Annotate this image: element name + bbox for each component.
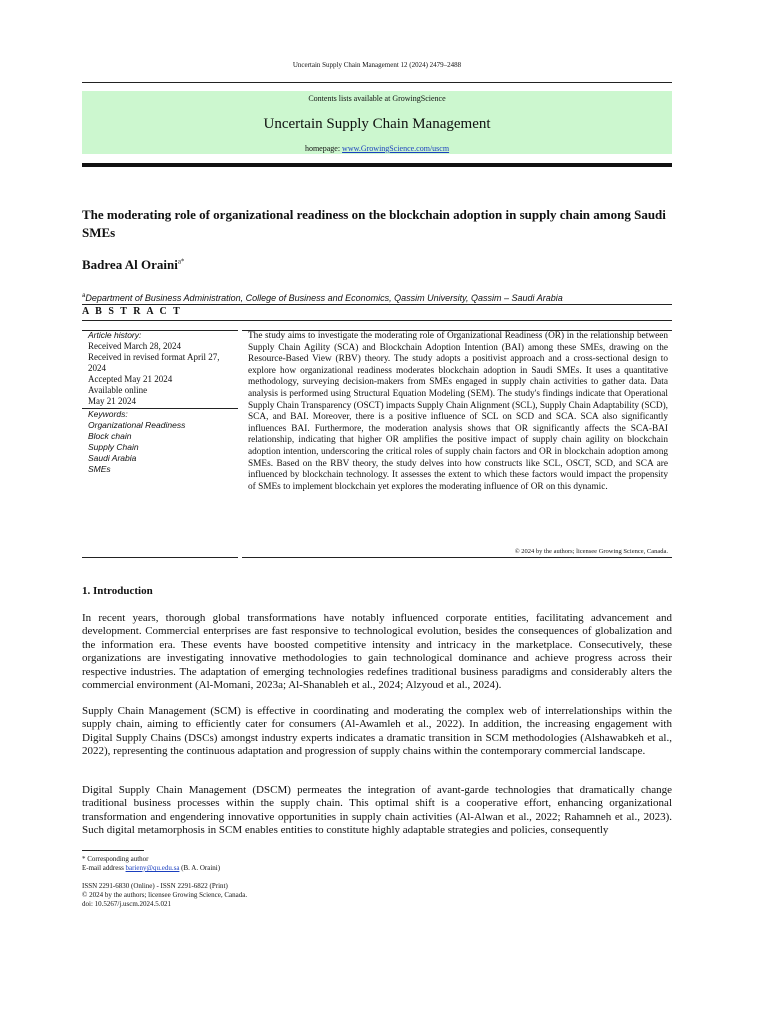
- affiliation: [82, 293, 563, 303]
- keyword: Organizational Readiness: [88, 420, 186, 430]
- abstract-text: The study aims to investigate the moderating role of Organizational Readiness (OR) in the relationship between Supply Chain Agility (SCA) and Blockchain Adoption Intention (BAI) among these SMEs, drawing on the Resource-Based View (RBV) theory. The study adopts a positivist approach and a cross-sectional design to explore how organizational readiness moderates blockchain adoption in Saudi SMEs. It uses a quantitative methodology, surveying decision-makers from SMEs engaged in supply chain activities to gather data. Data analysis is performed using Structural Equation Modeling (SEM). The study's findings indicate that Operational Supply Chain Transparency (OSCT) impacts Supply Chain Alignment (SCL), Supply Chain Adaptability (SCD), SCA, and BAI. Moreover, there is a positive influence of SCL on SCD and SCA. SCA also significantly influences BAI. Furthermore, the moderation analysis shows that OR significantly affects the SCA-BAI relationship, indicating that higher OR amplifies the positive impact of supply chain agility on blockchain adoption intention, underscoring the critical roles of supply chain factors and OR in blockchain adoption among SMEs. Based on the RBV theory, the study delves into how constructs like SCL, OSCT, SCD, and SCA are influenced by blockchain technology. It assesses the extent to which these factors would impact the propensity of SMEs to implement blockchain yet explores the moderating influence of OR on this dynamic.: [248, 331, 668, 492]
- email-link[interactable]: barieny@qu.edu.sa: [125, 864, 180, 872]
- info-bottom-rule: [82, 557, 238, 558]
- homepage-link[interactable]: www.GrowingScience.com/uscm: [342, 144, 450, 153]
- history-item: May 21 2024: [88, 396, 136, 406]
- issn-line: ISSN 2291-6830 (Online) - ISSN 2291-6822 (Print): [82, 882, 228, 890]
- keyword: Block chain: [88, 431, 132, 441]
- email-line: [82, 864, 220, 873]
- history-label: Article history:: [88, 330, 142, 340]
- keywords-label: Keywords:: [88, 409, 128, 419]
- history-item: Received March 28, 2024: [88, 341, 181, 351]
- journal-banner: [82, 91, 672, 154]
- abstract-top-rule: [82, 304, 672, 305]
- footer-copyright: © 2024 by the authors; licensee Growing Science, Canada.: [82, 891, 248, 899]
- article-title: The moderating role of organizational readiness on the blockchain adoption in supply chain among Saudi SMEs: [82, 207, 666, 240]
- homepage-line: [82, 144, 672, 153]
- affiliation-mark: a: [82, 293, 86, 299]
- journal-name: Uncertain Supply Chain Management: [263, 116, 491, 132]
- article-info: [88, 330, 238, 475]
- section-heading: 1. Introduction: [82, 585, 153, 597]
- abstract-box-bottom-rule: [242, 557, 672, 558]
- email-label: E-mail address: [82, 864, 126, 872]
- history-item: Received in revised format April 27, 2024: [88, 352, 220, 373]
- history-item: Available online: [88, 385, 148, 395]
- banner-bottom-rule: [82, 163, 672, 167]
- corresponding-author: * Corresponding author: [82, 855, 149, 863]
- author-name: Badrea Al Oraini: [82, 257, 178, 272]
- email-suffix: (B. A. Oraini): [179, 864, 221, 872]
- doi-line: doi: 10.5267/j.uscm.2024.5.021: [82, 900, 172, 908]
- affiliation-text: Department of Business Administration, College of Business and Economics, Qassim University, Qassim – Saudi Arabia: [85, 293, 563, 303]
- header-divider: [82, 82, 672, 83]
- abstract-heading-rule: [82, 320, 672, 321]
- body-paragraph: Supply Chain Management (SCM) is effective in coordinating and moderating the complex web of interrelationships within the supply chain, aiming to efficiently cater for consumers (Al-Awamleh et al., 2022). In addition, the increasing engagement with Digital Supply Chains (DSCs) amongst industry experts indicates a dramatic transition in SCM methodologies (Alshawabkeh et al., 2022), representing the continuous adaptation and progression of supply chains within the contemporary commercial landscape.: [82, 705, 672, 758]
- author-marks: a*: [177, 257, 185, 266]
- history-item: Accepted May 21 2024: [88, 374, 173, 384]
- abstract-heading: A B S T R A C T: [82, 306, 182, 317]
- keyword: SMEs: [88, 464, 111, 474]
- running-head: Uncertain Supply Chain Management 12 (2024) 2479–2488: [292, 61, 462, 69]
- author-line: [82, 257, 184, 273]
- homepage-label: homepage:: [304, 144, 343, 153]
- body-paragraph: Digital Supply Chain Management (DSCM) permeates the integration of avant-garde technologies that dramatically change traditional business processes within the supply chain. This optimal shift is a cooperative effort, enhancing organizational transformation and engendering innovative opportunities in supply chain activities (Al-Alwan et al., 2022; Rahamneh et al., 2023). Such digital metamorphosis in SCM enables entities to constitute highly adaptable strategies and policies, consequently: [82, 784, 672, 837]
- contents-note: Contents lists available at GrowingScience: [308, 94, 446, 103]
- footnote-rule: [82, 850, 144, 851]
- keyword: Saudi Arabia: [88, 453, 137, 463]
- abstract-copyright: © 2024 by the authors; licensee Growing Science, Canada.: [514, 548, 668, 555]
- keyword: Supply Chain: [88, 442, 139, 452]
- body-paragraph: In recent years, thorough global transformations have notably influenced corporate entities, facilitating advancement and development. Commercial enterprises are fast responsive to technological evolution, besides the consequences of globalization and the information era. These events have boosted competitive intensity and intricacy in the marketplace. Consecutively, these organizations are investigating innovative methodologies to gain technological dominance and achieve progress across their respective industries. The adaptation of emerging technologies redefines traditional business paradigms and considerably alters the commercial environment (Al-Momani, 2023a; Al-Shanableh et al., 2024; Alzyoud et al., 2024).: [82, 612, 672, 692]
